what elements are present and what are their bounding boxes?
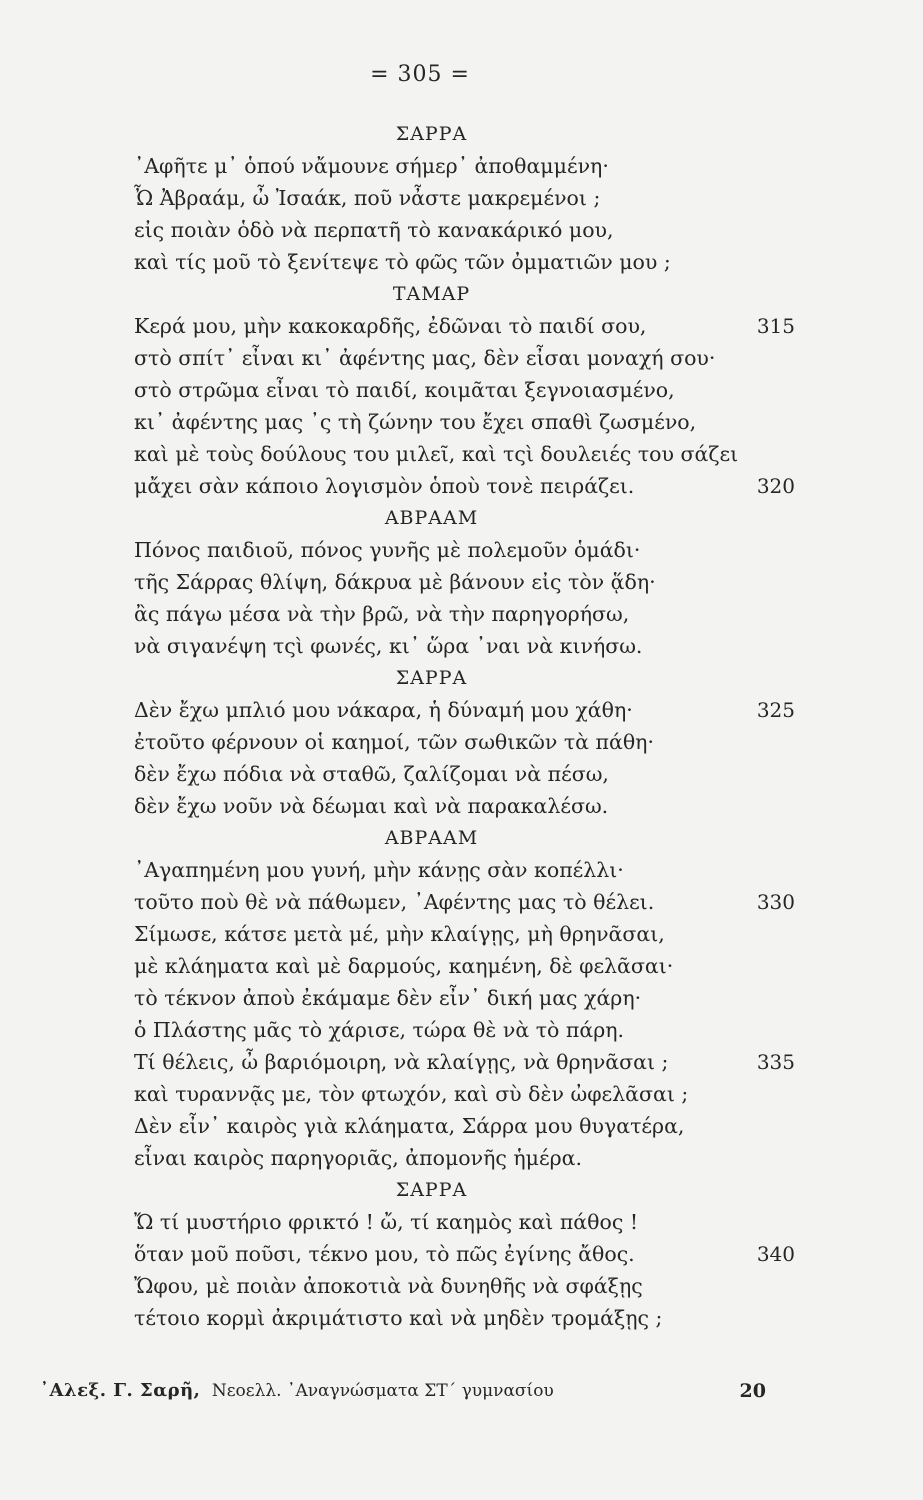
verse-line xyxy=(134,438,799,470)
footer-book-title: Νεοελλ. ᾿Αναγνώσματα ΣΤ΄ γυμνασίου xyxy=(211,1381,554,1401)
verse-text: μὲ κλάηματα καὶ μὲ δαρμούς, καημένη, δὲ φελᾶσαι· xyxy=(134,954,674,978)
verse-line xyxy=(134,886,799,918)
verse-line xyxy=(134,726,799,758)
speaker-name: ΣΑΡΡΑ xyxy=(395,1179,468,1201)
verse-line xyxy=(134,982,799,1014)
verse-text: τῆς Σάρρας θλίψη, δάκρυα μὲ βάνουν εἰς τὸν ᾅδη· xyxy=(134,570,656,594)
verse-line xyxy=(134,150,799,182)
verse-line xyxy=(134,1110,799,1142)
verse-line xyxy=(134,342,799,374)
verse-line xyxy=(134,374,799,406)
verse-number: 335 xyxy=(756,1050,795,1074)
page-number: = 305 = xyxy=(370,62,470,87)
verse-line xyxy=(134,470,799,502)
verse-line xyxy=(134,630,799,662)
verse-text: δὲν ἔχω νοῦν νὰ δέωμαι καὶ νὰ παρακαλέσω. xyxy=(134,794,609,818)
verse-text: ὅταν μοῦ ποῦσι, τέκνο μου, τὸ πῶς ἐγίνης ἄθος. xyxy=(134,1242,635,1266)
speaker-name: ΣΑΡΡΑ xyxy=(395,667,468,689)
verse-text: ἂς πάγω μέσα νὰ τὴν βρῶ, νὰ τὴν παρηγορήσω, xyxy=(134,602,630,626)
verse-line xyxy=(134,214,799,246)
speaker-name: ΑΒΡΑΑΜ xyxy=(384,827,479,849)
page-footer xyxy=(40,1380,780,1401)
verse-text: Δὲν εἶν᾿ καιρὸς γιὰ κλάηματα, Σάρρα μου θυγατέρα, xyxy=(134,1114,685,1138)
verse-text: εἶναι καιρὸς παρηγοριᾶς, ἀπομονῆς ἡμέρα. xyxy=(134,1146,582,1170)
verse-text: ἐτοῦτο φέρνουν οἱ καημοί, τῶν σωθικῶν τὰ πάθη· xyxy=(134,730,654,754)
verse-line xyxy=(134,182,799,214)
verse-line xyxy=(134,918,799,950)
footer-author: ᾿Αλεξ. Γ. Σαρῆ, xyxy=(40,1380,201,1401)
verse-line xyxy=(134,1046,799,1078)
speaker-name: ΑΒΡΑΑΜ xyxy=(384,507,479,529)
verse-number: 330 xyxy=(756,890,795,914)
verse-text: καὶ τυραννᾷς με, τὸν φτωχόν, καὶ σὺ δὲν ὠφελᾶσαι ; xyxy=(134,1082,689,1106)
speaker-name: ΤΑΜΑΡ xyxy=(392,283,471,305)
verse-number: 325 xyxy=(756,698,795,722)
verse-text: Τί θέλεις, ὦ βαριόμοιρη, νὰ κλαίγῃς, νὰ θρηνᾶσαι ; xyxy=(134,1050,669,1074)
verse-line xyxy=(134,246,799,278)
poem-text xyxy=(134,118,799,1334)
verse-text: Ὦ Ἀβραάμ, ὦ Ἰσαάκ, ποῦ νἆστε μακρεμένοι ; xyxy=(134,186,601,210)
verse-line xyxy=(134,1238,799,1270)
verse-text: τὸ τέκνον ἀποὺ ἐκάμαμε δὲν εἶν᾿ δική μας χάρη· xyxy=(134,986,642,1010)
verse-line xyxy=(134,950,799,982)
verse-text: Σίμωσε, κάτσε μετὰ μέ, μὴν κλαίγῃς, μὴ θρηνᾶσαι, xyxy=(134,922,665,946)
verse-line xyxy=(134,1078,799,1110)
footer-signature-number: 20 xyxy=(739,1380,766,1402)
verse-text: Κερά μου, μὴν κακοκαρδῆς, ἐδῶναι τὸ παιδί σου, xyxy=(134,314,647,338)
verse-line xyxy=(134,1142,799,1174)
verse-number: 340 xyxy=(756,1242,795,1266)
verse-text: ὁ Πλάστης μᾶς τὸ χάρισε, τώρα θὲ νὰ τὸ πάρη. xyxy=(134,1018,625,1042)
verse-text: στὸ σπίτ᾿ εἶναι κι᾿ ἀφέντης μας, δὲν εἶσαι μοναχή σου· xyxy=(134,346,716,370)
verse-line xyxy=(134,790,799,822)
verse-text: νὰ σιγανέψη τςὶ φωνές, κι᾿ ὥρα ᾿ναι νὰ κινήσω. xyxy=(134,634,643,658)
verse-line xyxy=(134,534,799,566)
verse-line xyxy=(134,598,799,630)
verse-line xyxy=(134,1302,799,1334)
verse-line xyxy=(134,854,799,886)
verse-text: Ὤ τί μυστήριο φρικτό ! ὤ, τί καημὸς καὶ πάθος ! xyxy=(134,1210,639,1234)
speaker-name: ΣΑΡΡΑ xyxy=(395,123,468,145)
verse-text: δὲν ἔχω πόδια νὰ σταθῶ, ζαλίζομαι νὰ πέσω, xyxy=(134,762,609,786)
verse-line xyxy=(134,1206,799,1238)
verse-number: 320 xyxy=(756,474,795,498)
verse-line xyxy=(134,310,799,342)
verse-text: τέτοιο κορμὶ ἀκριμάτιστο καὶ νὰ μηδὲν τρομάξῃς ; xyxy=(134,1306,663,1330)
verse-text: καὶ τίς μοῦ τὸ ξενίτεψε τὸ φῶς τῶν ὀμματιῶν μου ; xyxy=(134,250,671,274)
verse-text: κι᾿ ἀφέντης μας ᾿ς τὴ ζώνην του ἔχει σπαθὶ ζωσμένο, xyxy=(134,410,697,434)
verse-text: μἄχει σὰν κάποιο λογισμὸν ὁποὺ τονὲ πειράζει. xyxy=(134,474,635,498)
verse-text: τοῦτο ποὺ θὲ νὰ πάθωμεν, ᾿Αφέντης μας τὸ θέλει. xyxy=(134,890,655,914)
verse-text: ᾿Αγαπημένη μου γυνή, μὴν κάνῃς σὰν κοπέλλι· xyxy=(134,858,624,882)
verse-line xyxy=(134,694,799,726)
verse-line xyxy=(134,1270,799,1302)
verse-number: 315 xyxy=(756,314,795,338)
verse-text: ᾿Αφῆτε μ᾿ ὁπού νἄμουνε σήμερ᾿ ἀποθαμμένη· xyxy=(134,154,609,178)
verse-line xyxy=(134,566,799,598)
verse-line xyxy=(134,406,799,438)
verse-text: εἰς ποιὰν ὁδὸ νὰ περπατῆ τὸ κανακάρικό μου, xyxy=(134,218,614,242)
verse-line xyxy=(134,1014,799,1046)
verse-text: Πόνος παιδιοῦ, πόνος γυνῆς μὲ πολεμοῦν ὁμάδι· xyxy=(134,538,641,562)
verse-text: καὶ μὲ τοὺς δούλους του μιλεῖ, καὶ τςὶ δουλειές του σάζει xyxy=(134,442,739,466)
verse-text: Ὤφου, μὲ ποιὰν ἀποκοτιὰ νὰ δυνηθῆς νὰ σφάξῃς xyxy=(134,1274,643,1298)
verse-text: Δὲν ἔχω μπλιό μου νάκαρα, ἡ δύναμή μου χάθη· xyxy=(134,698,633,722)
verse-line xyxy=(134,758,799,790)
verse-text: στὸ στρῶμα εἶναι τὸ παιδί, κοιμᾶται ξεγνοιασμένο, xyxy=(134,378,675,402)
